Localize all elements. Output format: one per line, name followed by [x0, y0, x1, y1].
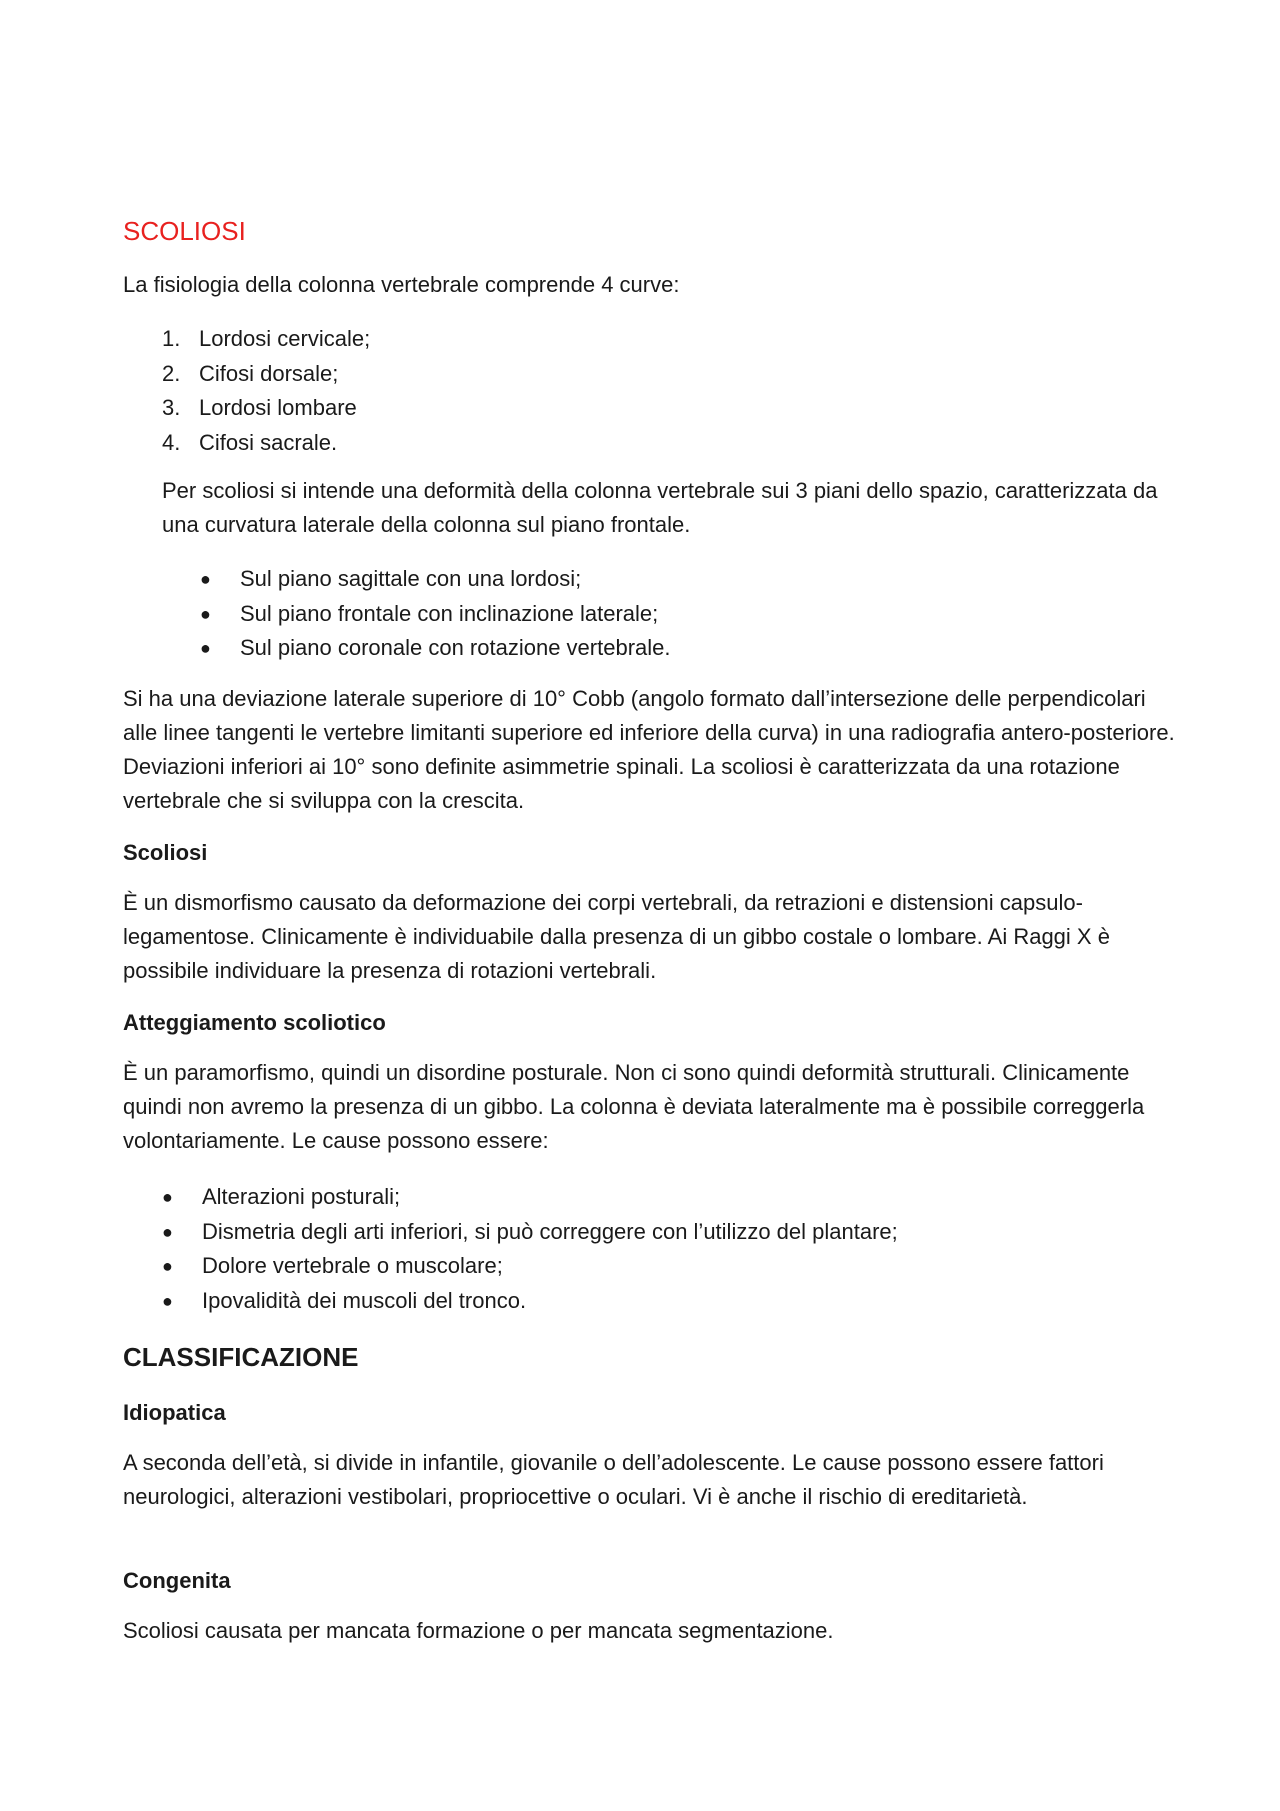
cause-text: Ipovalidità dei muscoli del tronco.	[202, 1287, 527, 1313]
plane-text: Sul piano sagittale con una lordosi;	[240, 566, 582, 591]
cause-text: Dismetria degli arti inferiori, si può correggere con l’utilizzo del plantare;	[202, 1218, 898, 1244]
bullet-icon: ●	[200, 569, 211, 589]
bullet-icon: ●	[162, 1221, 173, 1242]
curves-list	[162, 322, 762, 462]
scoliosi-paragraph: È un dismorfismo causato da deformazione dei corpi vertebrali, da retrazioni e distensioni capsulo-legamentose. Clinicamente è individuabile dalla presenza di un gibbo costale o lombare. Ai Raggi X è possibile individuare la presenza di rotazioni vertebrali.	[123, 890, 1110, 983]
list-number: 4.	[162, 429, 181, 455]
classificazione-heading: CLASSIFICAZIONE	[123, 1342, 359, 1372]
cause-text: Alterazioni posturali;	[202, 1184, 401, 1209]
idiopatica-heading: Idiopatica	[123, 1400, 226, 1425]
cause-text: Dolore vertebrale o muscolare;	[202, 1253, 503, 1278]
atteggiamento-paragraph: È un paramorfismo, quindi un disordine posturale. Non ci sono quindi deformità strutturali. Clinicamente quindi non avremo la presenza di un gibbo. La colonna è deviata lateralmente ma è possibile correggerla volontariamente. Le cause possono essere:	[123, 1060, 1145, 1153]
congenita-paragraph: Scoliosi causata per mancata formazione o per mancata segmentazione.	[123, 1618, 834, 1643]
bullet-icon: ●	[200, 638, 211, 658]
curve-text: Cifosi dorsale;	[199, 360, 339, 386]
idiopatica-paragraph: A seconda dell’età, si divide in infantile, giovanile o dell’adolescente. Le cause possono essere fattori neurologici, alterazioni vestibolari, propriocettive o oculari. Vi è anche il rischio di ereditarietà.	[123, 1450, 1104, 1509]
deviation-paragraph: Si ha una deviazione laterale superiore di 10° Cobb (angolo formato dall’intersezione delle perpendicolari alle linee tangenti le vertebre limitanti superiore ed inferiore della curva) in una radiografia antero-posteriore. Deviazioni inferiori ai 10° sono definite asimmetrie spinali. La scoliosi è caratterizzata da una rotazione vertebrale che si sviluppa con la crescita.	[123, 686, 1175, 813]
bullet-icon: ●	[162, 1256, 173, 1276]
definition-paragraph: Per scoliosi si intende una deformità della colonna vertebrale sui 3 piani dello spazio, caratterizzata da una curvatura laterale della colonna sul piano frontale.	[162, 478, 1158, 537]
atteggiamento-heading: Atteggiamento scoliotico	[123, 1010, 386, 1035]
planes-list	[200, 562, 900, 672]
bullet-icon: ●	[200, 603, 211, 624]
document-title: SCOLIOSI	[123, 216, 246, 246]
plane-text: Sul piano frontale con inclinazione laterale;	[240, 600, 659, 626]
congenita-heading: Congenita	[123, 1568, 231, 1593]
causes-list	[162, 1180, 1062, 1325]
bullet-icon: ●	[162, 1290, 173, 1311]
curve-text: Cifosi sacrale.	[199, 429, 338, 455]
bullet-icon: ●	[162, 1187, 173, 1207]
list-number: 2.	[162, 360, 181, 386]
intro-paragraph: La fisiologia della colonna vertebrale comprende 4 curve:	[123, 272, 680, 297]
curve-text: Lordosi cervicale;	[199, 326, 371, 351]
list-number: 3.	[162, 395, 181, 420]
list-number: 1.	[162, 326, 181, 351]
curve-text: Lordosi lombare	[199, 395, 357, 420]
plane-text: Sul piano coronale con rotazione vertebrale.	[240, 635, 671, 660]
scoliosi-heading: Scoliosi	[123, 840, 208, 865]
